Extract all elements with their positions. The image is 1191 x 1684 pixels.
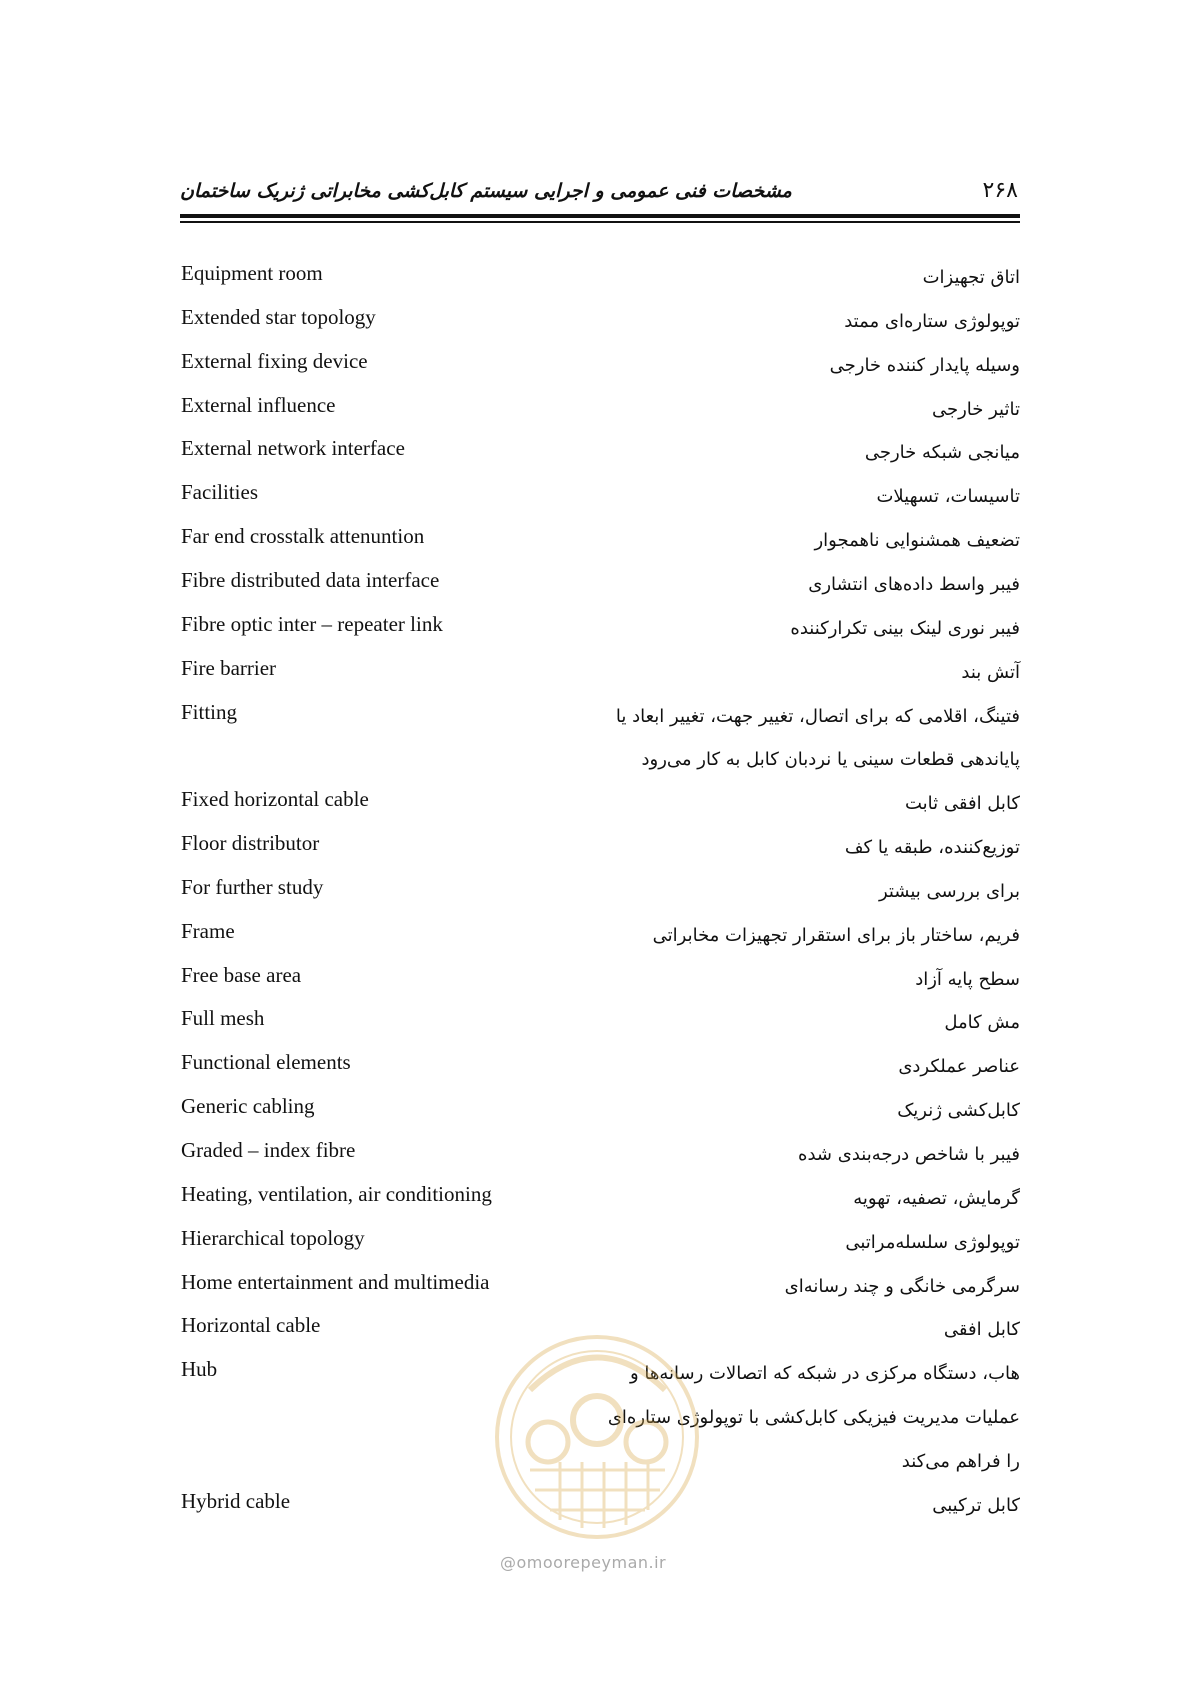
glossary-term: Fixed horizontal cable: [181, 787, 369, 812]
glossary-term: Fibre optic inter – repeater link: [181, 611, 443, 636]
glossary-term: Fitting: [181, 699, 238, 724]
glossary-term: Hierarchical topology: [181, 1225, 365, 1250]
glossary-term: Facilities: [181, 480, 258, 505]
glossary-definition: توزیع‌کننده، طبقه یا کف: [844, 837, 1020, 859]
glossary-definition: کابل افقی: [943, 1319, 1020, 1341]
glossary-term: Generic cabling: [181, 1094, 315, 1119]
glossary-definition: هاب، دستگاه مرکزی در شبکه که اتصالات رسانه‌ها و: [630, 1363, 1020, 1385]
glossary-definition: فیبر با شاخص درجه‌بندی شده: [798, 1144, 1020, 1165]
glossary-definition: فتینگ، اقلامی که برای اتصال، تغییر جهت، تغییر ابعاد یا: [615, 705, 1020, 727]
glossary-definition: گرمایش، تصفیه، تهویه: [853, 1187, 1020, 1209]
glossary-definition: فیبر واسط داده‌های انتشاری: [808, 573, 1020, 595]
glossary-definition: کابل افقی ثابت: [904, 793, 1020, 815]
watermark-url: @omoorepeyman.ir: [500, 1553, 667, 1572]
glossary-term: Frame: [181, 918, 235, 943]
glossary-definition: سطح پایه آزاد: [915, 968, 1020, 990]
glossary-definition: وسیله پایدار کننده خارجی: [829, 354, 1020, 376]
glossary-term: Far end crosstalk attenuntion: [181, 524, 425, 549]
glossary-definition: تضعیف همشنوایی ناهمجوار: [814, 530, 1020, 552]
glossary-definition: را فراهم می‌کند: [901, 1450, 1020, 1472]
glossary-definition: کابل ترکیبی: [932, 1494, 1020, 1516]
glossary-definition: آتش بند: [961, 661, 1020, 683]
glossary-definition: سرگرمی خانگی و چند رسانه‌ای: [784, 1275, 1020, 1297]
glossary-term: Extended star topology: [181, 304, 376, 329]
glossary-definition: توپولوژی سلسله‌مراتبی: [845, 1231, 1020, 1253]
glossary-term: External influence: [181, 392, 336, 417]
glossary-definition: کابل‌کشی ژنریک: [897, 1100, 1020, 1122]
glossary-definition: پایاندهی قطعات سینی یا نردبان کابل به کار می‌رود: [641, 749, 1020, 771]
glossary-term: Heating, ventilation, air conditioning: [181, 1181, 492, 1206]
glossary-definition: میانجی شبکه خارجی: [864, 442, 1020, 464]
glossary-term: Fire barrier: [181, 655, 277, 680]
glossary-definition: فریم، ساختار باز برای استقرار تجهیزات مخابراتی: [652, 924, 1020, 946]
glossary-term: Full mesh: [181, 1006, 265, 1031]
glossary-term: Fibre distributed data interface: [181, 567, 440, 592]
glossary-definition: برای بررسی بیشتر: [878, 880, 1020, 902]
glossary-term: Free base area: [181, 962, 302, 987]
glossary-term: Graded – index fibre: [181, 1138, 356, 1162]
glossary-term: For further study: [181, 874, 324, 899]
glossary-term: External network interface: [181, 436, 405, 461]
header-title: مشخصات فنی عمومی و اجرایی سیستم کابل‌کشی مخابراتی ژنریک ساختمان: [180, 180, 792, 202]
glossary-term: Hub: [181, 1357, 218, 1382]
glossary-definition: عملیات مدیریت فیزیکی کابل‌کشی با توپولوژی ستاره‌ای: [607, 1407, 1020, 1429]
glossary-term: External fixing device: [181, 348, 368, 373]
glossary-definition: اتاق تجهیزات: [922, 267, 1020, 288]
glossary-term: Floor distributor: [181, 831, 320, 856]
glossary-definition: مش کامل: [944, 1012, 1020, 1034]
glossary-term: Home entertainment and multimedia: [181, 1269, 490, 1294]
seal-logo-icon: [490, 1330, 705, 1545]
glossary-definition: فیبر نوری لینک بینی تکرارکننده: [790, 617, 1020, 639]
glossary-definition: عناصر عملکردی: [898, 1056, 1020, 1078]
glossary-term: Functional elements: [181, 1050, 351, 1075]
page-number: ۲۶۸: [982, 178, 1018, 203]
glossary-definition: تاثیر خارجی: [931, 398, 1020, 420]
glossary-term: Equipment room: [181, 261, 323, 285]
glossary-definition: توپولوژی ستاره‌ای ممتد: [844, 310, 1020, 332]
glossary-definition: تاسیسات، تسهیلات: [876, 486, 1020, 508]
glossary-term: Hybrid cable: [181, 1488, 291, 1513]
glossary-term: Horizontal cable: [181, 1313, 321, 1338]
